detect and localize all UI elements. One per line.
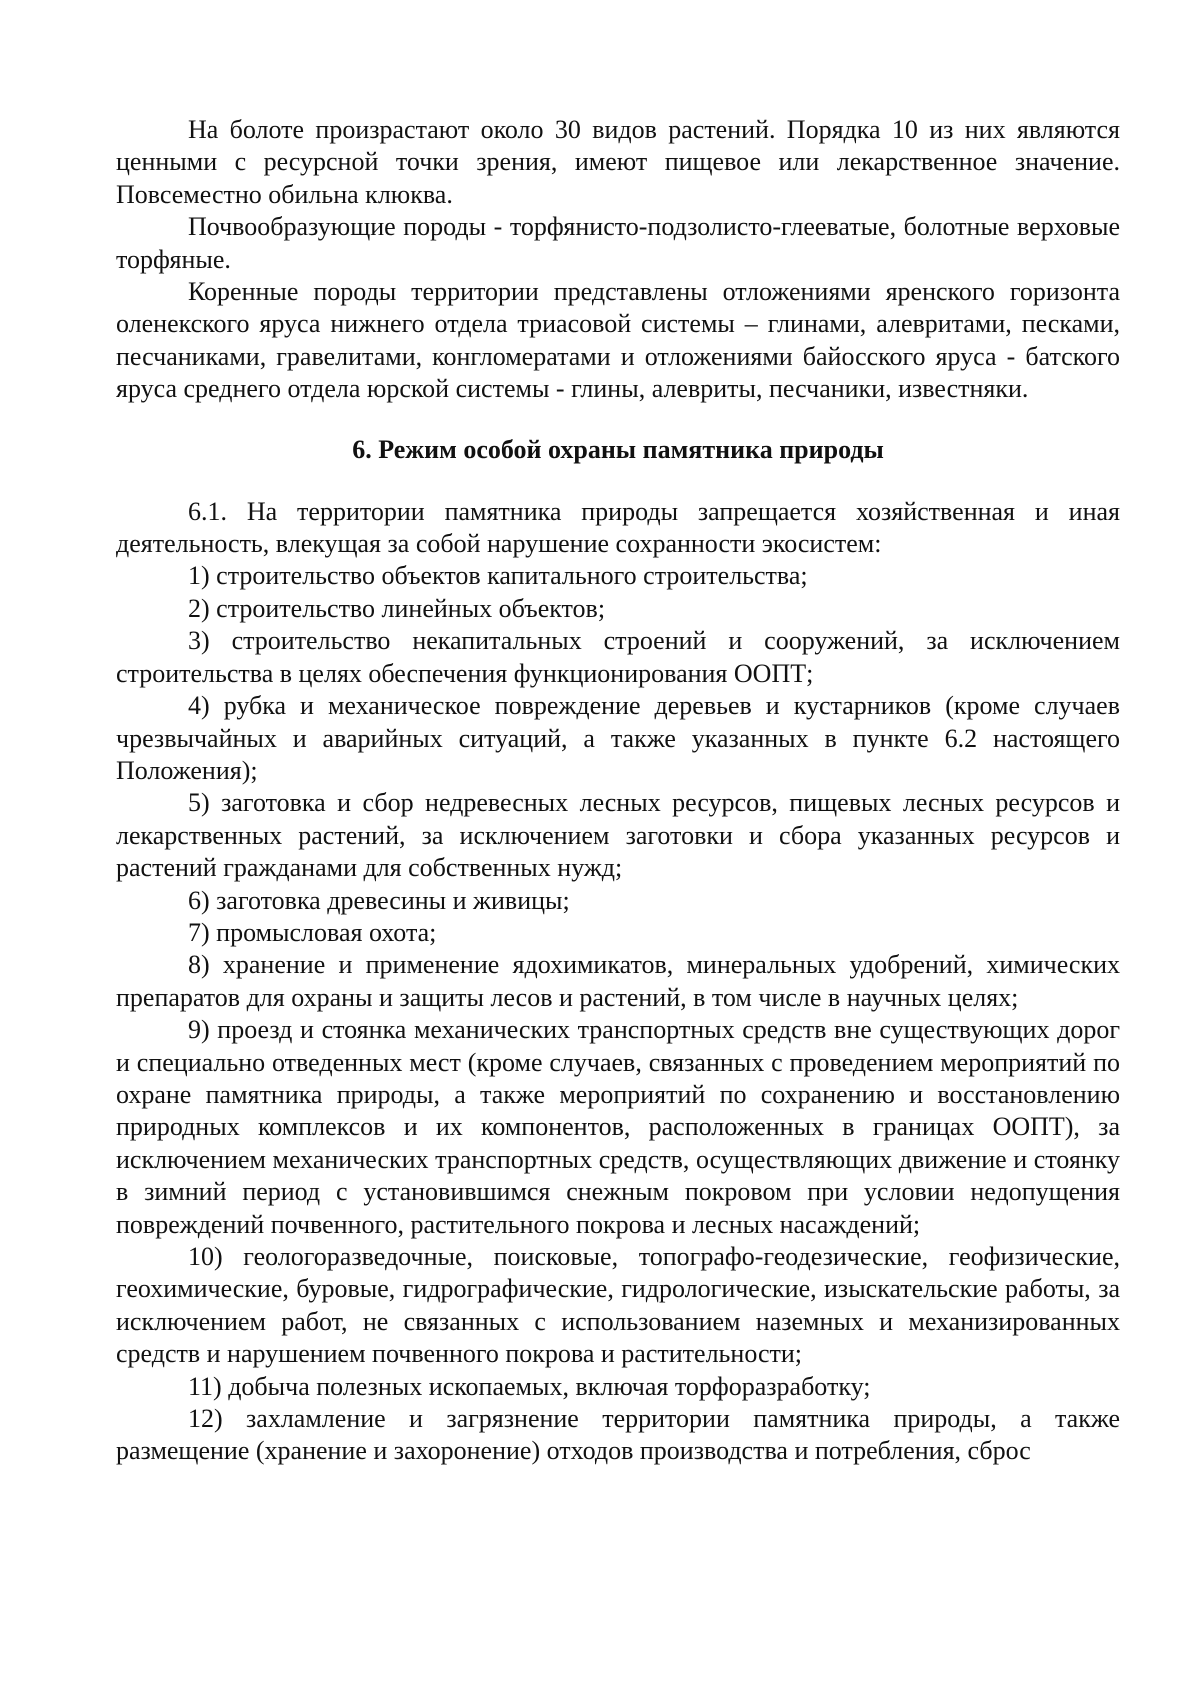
list-item: 5) заготовка и сбор недревесных лесных ресурсов, пищевых лесных ресурсов и лекарственных растений, за исключением заготовки и сбора указанных ресурсов и растений гражданами для собственных нужд; <box>116 788 1120 883</box>
list-item: 10) геологоразведочные, поисковые, топографо-геодезические, геофизические, геохимические, буровые, гидрографические, гидрологические, изыскательские работы, за исключением работ, не связанных с использованием наземных и механизированных средств и нарушением почвенного покрова и растительности; <box>116 1242 1120 1369</box>
intro-paragraph-flora: На болоте произрастают около 30 видов растений. Порядка 10 из них являются ценными с ресурсной точки зрения, имеют пищевое или лекарственное значение. Повсеместно обильна клюква. <box>116 115 1120 209</box>
intro-paragraph-bedrock: Коренные породы территории представлены отложениями яренского горизонта оленекского яруса нижнего отдела триасовой системы – глинами, алевритами, песками, песчаниками, гравелитами, конгломератами и отложениями байосского яруса - батского яруса среднего отдела юрской системы - глины, алевриты, песчаники, известняки. <box>116 277 1120 404</box>
list-item: 11) добыча полезных ископаемых, включая торфоразработку; <box>188 1371 871 1401</box>
list-item: 3) строительство некапитальных строений и сооружений, за исключением строительства в целях обеспечения функционирования ООПТ; <box>116 626 1120 688</box>
section-heading: 6. Режим особой охраны памятника природы <box>352 434 884 464</box>
intro-paragraph-soils: Почвообразующие породы - торфянисто-подзолисто-глееватые, болотные верховые торфяные. <box>116 212 1120 274</box>
list-item: 4) рубка и механическое повреждение деревьев и кустарников (кроме случаев чрезвычайных и аварийных ситуаций, а также указанных в пункте 6.2 настоящего Положения); <box>116 691 1120 785</box>
list-item: 8) хранение и применение ядохимикатов, минеральных удобрений, химических препаратов для охраны и защиты лесов и растений, в том числе в научных целях; <box>116 950 1120 1012</box>
list-item: 12) захламление и загрязнение территории памятника природы, а также размещение (хранение и захоронение) отходов производства и потребления, сброс <box>116 1404 1120 1466</box>
list-item: 2) строительство линейных объектов; <box>188 593 606 623</box>
list-item: 7) промысловая охота; <box>188 917 437 947</box>
list-item: 6) заготовка древесины и живицы; <box>188 885 570 915</box>
clause-intro: 6.1. На территории памятника природы запрещается хозяйственная и иная деятельность, влекущая за собой нарушение сохранности экосистем: <box>116 496 1120 559</box>
list-item: 9) проезд и стоянка механических транспортных средств вне существующих дорог и специально отведенных мест (кроме случаев, связанных с проведением мероприятий по охране памятника природы, а также мероприятий по сохранению и восстановлению природных комплексов и их компонентов, расположенных в границах ООПТ), за исключением механических транспортных средств, осуществляющих движение и стоянку в зимний период с установившимся снежным покровом при условии недопущения повреждений почвенного, растительного покрова и лесных насаждений; <box>116 1015 1120 1239</box>
list-item: 1) строительство объектов капитального строительства; <box>188 561 808 591</box>
document-page <box>116 114 1120 1468</box>
